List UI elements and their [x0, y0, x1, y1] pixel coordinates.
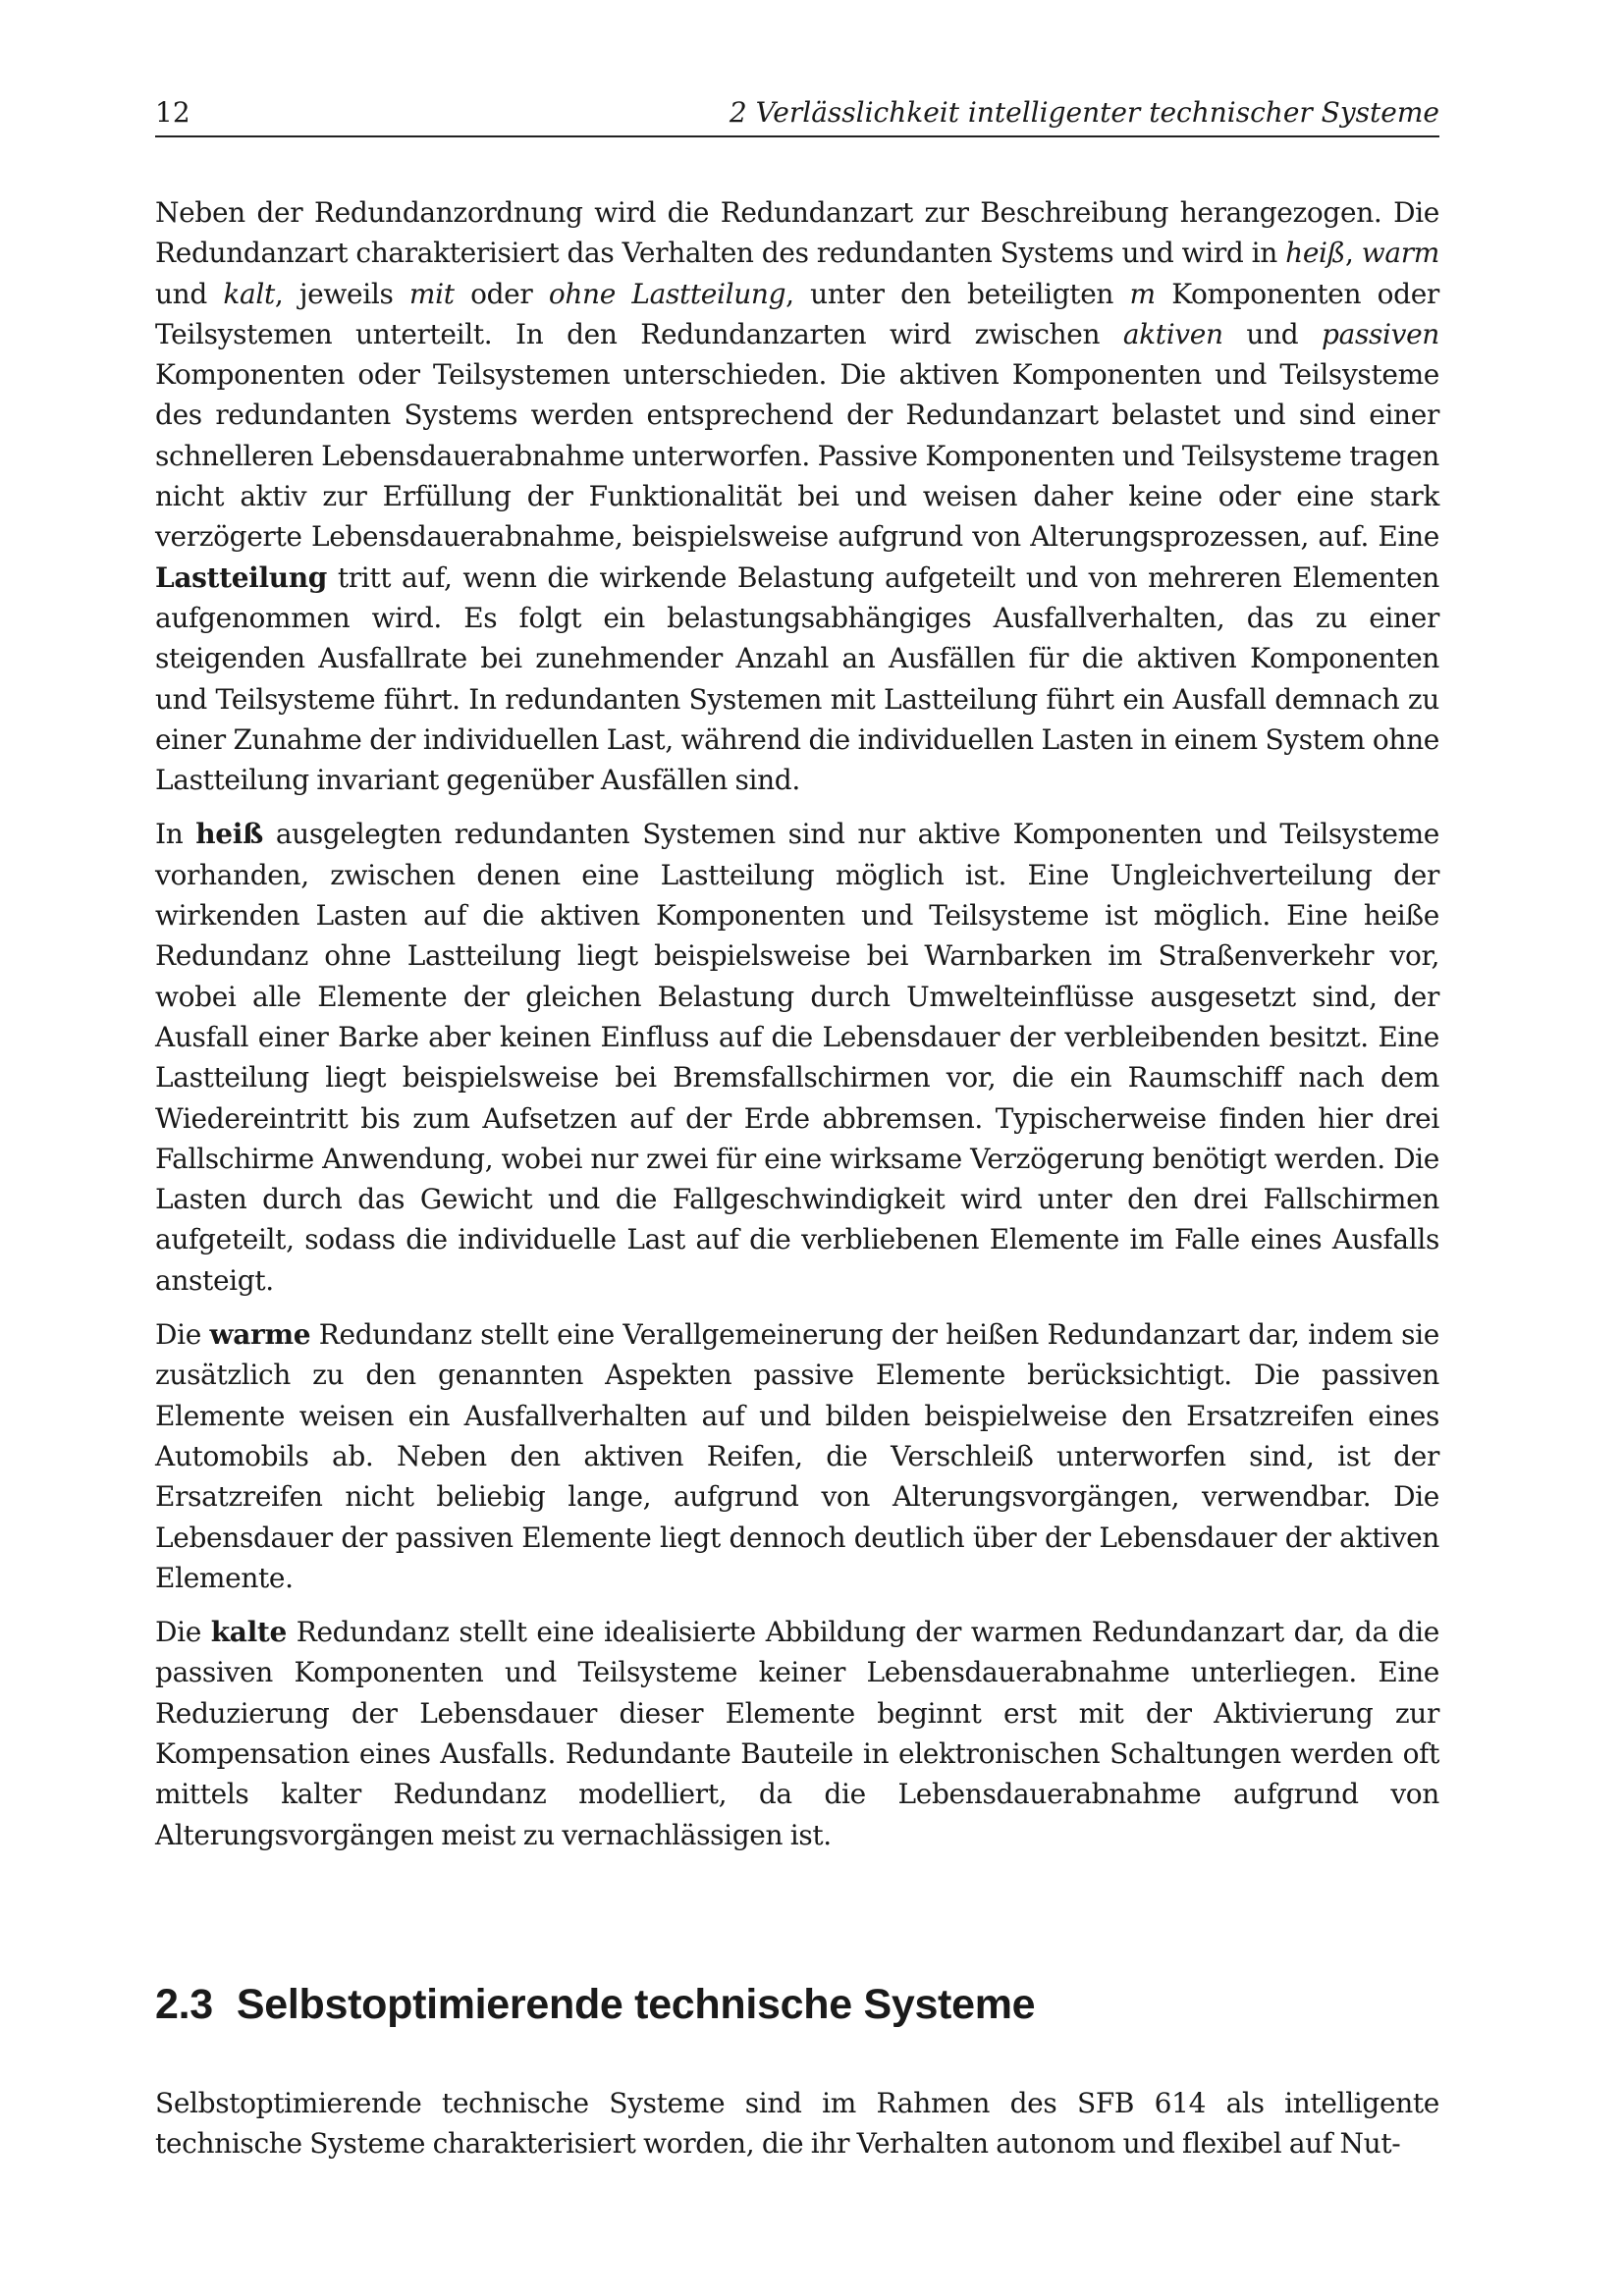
text-run: Redundanz stellt eine Verallgemeinerung der heißen Redundanzart dar, indem sie zusätzlich zu den genannten Aspekten passive Elemente berücksichtigt. Die passiven Elemente weisen ein Ausfallverhalten auf und bilden beispielweise den Ersatzreifen eines Automobils ab. Neben den aktiven Reifen, die Verschleiß unterworfen sind, ist der Ersatzreifen nicht beliebig lange, aufgrund von Alterungsvorgängen, verwendbar. Die Lebensdauer der passiven Elemente liegt dennoch deutlich über der Lebensdauer der aktiven Elemente. — [155, 1318, 1439, 1594]
running-title: 2 Verlässlichkeit intelligenter technischer Systeme — [729, 96, 1439, 129]
text-run: , unter den beteiligten — [785, 277, 1114, 310]
text-run: Die — [155, 1318, 201, 1352]
term-mit: mit — [408, 277, 455, 310]
term-kalte-bold: kalte — [210, 1616, 287, 1649]
text-run: und — [1246, 317, 1299, 350]
term-ohne-lastteilung: ohne Lastteilung — [548, 277, 786, 310]
text-run: , jeweils — [274, 277, 394, 310]
text-run: , — [1345, 237, 1354, 270]
term-warme-bold: warme — [209, 1318, 311, 1352]
paragraph-kalte — [155, 1612, 1439, 1855]
text-run: Die — [155, 1616, 201, 1649]
term-kalt: kalt — [223, 277, 275, 310]
text-run: Neben der Redundanzordnung wird die Redundanzart zur Beschreibung herangezogen. Die Redundanzart charakterisiert das Verhalten des redundanten Systems und wird in — [155, 196, 1439, 270]
term-heiss: heiß — [1285, 237, 1346, 270]
paragraph-redundanzart — [155, 192, 1439, 800]
section-heading — [155, 1981, 1035, 2029]
term-lastteilung: Lastteilung — [155, 561, 327, 594]
text-run: ausgelegten redundanten Systemen sind nur aktive Komponenten und Teilsysteme vorhanden, zwischen denen eine Lastteilung möglich ist. Eine Ungleichverteilung der wirkenden Lasten auf die aktiven Komponenten und Teilsysteme ist möglich. Eine heiße Redundanz ohne Lastteilung liegt beispielsweise bei Warnbarken im Straßenverkehr vor, wobei alle Elemente der gleichen Belastung durch Umwelteinflüsse ausgesetzt sind, der Ausfall einer Barke aber keinen Einfluss auf die Lebensdauer der verbleibenden besitzt. Eine Lastteilung liegt beispielsweise bei Bremsfallschirmen vor, die ein Raumschiff nach dem Wiedereintritt bis zum Aufsetzen auf der Erde abbremsen. Typischerweise finden hier drei Fallschirme Anwendung, wobei nur zwei für eine wirksame Verzögerung benötigt werden. Die Lasten durch das Gewicht und die Fallgeschwindigkeit wird unter den drei Fallschirmen aufgeteilt, sodass die individuelle Last auf die verbliebenen Elemente im Falle eines Ausfalls ansteigt. — [155, 818, 1439, 1297]
page-header — [155, 96, 1439, 137]
text-run: tritt auf, wenn die wirkende Belastung aufgeteilt und von mehreren Elementen aufgenommen wird. Es folgt ein belastungsabhängiges Ausfallverhalten, das zu einer steigenden Ausfallrate bei zunehmender Anzahl an Ausfällen für die aktiven Komponenten und Teilsysteme führt. In redundanten Systemen mit Lastteilung führt ein Ausfall demnach zu einer Zunahme der individuellen Last, während die individuellen Lasten in einem System ohne Lastteilung invariant gegenüber Ausfällen sind. — [155, 561, 1439, 797]
section-number: 2.3 — [155, 1981, 213, 2028]
page-number: 12 — [155, 96, 190, 129]
body-text — [155, 192, 1439, 1869]
math-m: m — [1129, 277, 1156, 310]
term-aktiven: aktiven — [1122, 317, 1223, 350]
section-paragraph: Selbstoptimierende technische Systeme sind im Rahmen des SFB 614 als intelligente technische Systeme charakterisiert worden, die ihr Verhalten autonom und flexibel auf Nut- — [155, 2087, 1439, 2161]
section-title: Selbstoptimierende technische Systeme — [236, 1981, 1036, 2028]
text-run: und — [155, 277, 207, 310]
term-passiven: passiven — [1322, 317, 1439, 350]
paragraph-warme — [155, 1314, 1439, 1598]
term-warm: warm — [1361, 237, 1439, 270]
text-run: Redundanz stellt eine idealisierte Abbildung der warmen Redundanzart dar, da die passiven Komponenten und Teilsysteme keiner Lebensdauerabnahme unterliegen. Eine Reduzierung der Lebensdauer dieser Elemente beginnt erst mit der Aktivierung zur Kompensation eines Ausfalls. Redundante Bauteile in elektronischen Schaltungen werden oft mittels kalter Redundanz modelliert, da die Lebensdauerabnahme aufgrund von Alterungsvorgängen meist zu vernachlässigen ist. — [155, 1616, 1439, 1851]
text-run: oder — [470, 277, 533, 310]
text-run: In — [155, 818, 184, 851]
paragraph-heiss — [155, 814, 1439, 1301]
text-run: Komponenten oder Teilsystemen unterteilt. In den Redundanzarten wird zwischen — [155, 277, 1439, 350]
text-run: Komponenten oder Teilsystemen unterschieden. Die aktiven Komponenten und Teilsysteme des redundanten Systems werden entsprechend der Redundanzart belastet und sind einer schnelleren Lebensdauerabnahme unterworfen. Passive Komponenten und Teilsysteme tragen nicht aktiv zur Erfüllung der Funktionalität bei und weisen daher keine oder eine stark verzögerte Lebensdauerabnahme, beispielsweise aufgrund von Alterungsprozessen, auf. Eine — [155, 358, 1439, 554]
term-heiss-bold: heiß — [195, 818, 263, 851]
